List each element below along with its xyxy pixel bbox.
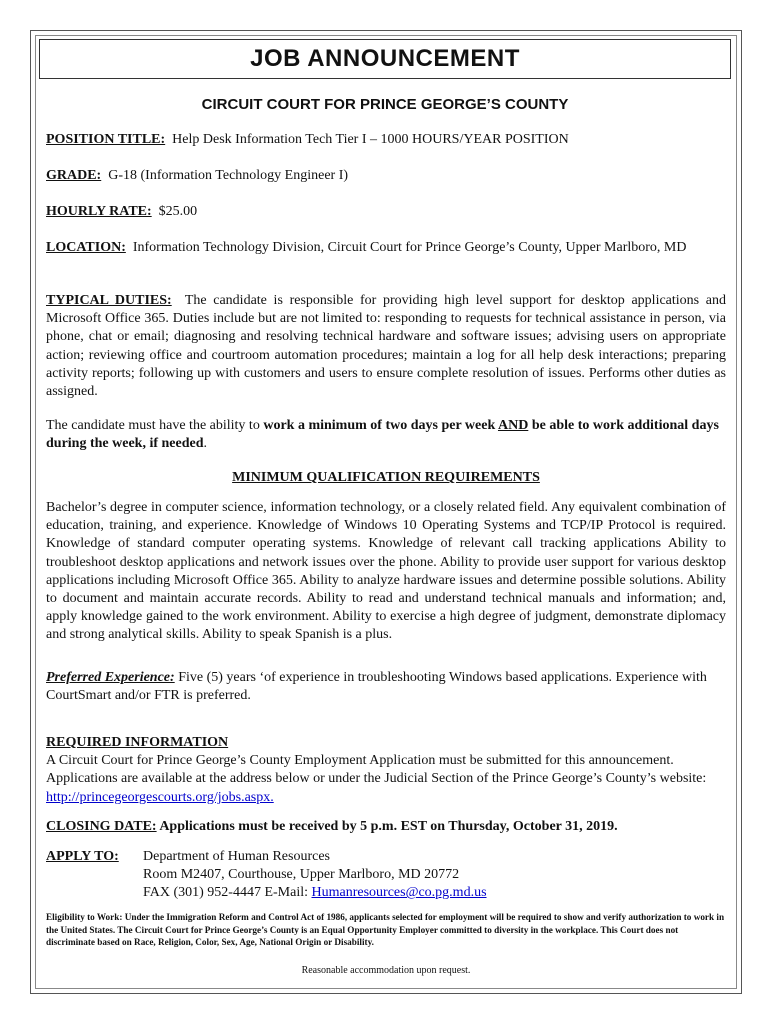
availability-bold-2: be able to work additional days during the week, if needed: [46, 418, 719, 452]
min-qual-text: Bachelor’s degree in computer science, information technology, or a closely related field. Any equivalent combination of education, training, and experience. Knowledge of Windows 10 Operating Systems and TCP/IP Protocol is required. Knowledge of standard computer operating systems. Knowledge of relevant call tracking applications Ability to troubleshoot desktop applications and network issues over the phone. Ability to provide user support for various desktop applications including Microsoft Office 365. Ability to analyze hardware issues and determine possible solutions. Ability to document and maintain accurate records. Ability to read and understand technical manuals and information; and, apply knowledge gained to the work environment. Ability to exercise a high degree of judgment, demonstrate diplomacy and strong analytical skills. Ability to speak Spanish is a plus.: [46, 500, 726, 643]
hourly-rate-label: HOURLY RATE:: [46, 204, 152, 219]
preferred-experience-section: [46, 669, 726, 705]
location-label: LOCATION:: [46, 240, 126, 255]
court-name: CIRCUIT COURT FOR PRINCE GEORGE’S COUNTY: [201, 96, 569, 113]
hourly-rate-value: $25.00: [158, 204, 198, 219]
page-title: JOB ANNOUNCEMENT: [250, 45, 520, 72]
grade-section: [46, 167, 726, 185]
grade-label: GRADE:: [46, 168, 102, 183]
availability-bold-1: work a minimum of two days per week: [263, 418, 498, 433]
location-section: [46, 239, 726, 257]
required-info-text: A Circuit Court for Prince George’s County Employment Application must be submitted for this announcement. Applications are available at the address below or under the Judicial Section of the Prince George’s County’s website:: [46, 753, 707, 787]
typical-duties-text: The candidate is responsible for providing high level support for desktop applications and Microsoft Office 365. Duties include but are not limited to: responding to requests for technical assistance in person, via phone, chat or email; diagnosing and resolving technical hardware and software issues; advising users on appropriate action; reviewing office and courtroom automation procedures; maintain a log for all help desk interactions; preparing activity reports; following up with customers and users to ensure complete resolution of issues. Performs other duties as assigned.: [46, 293, 727, 400]
eligibility-notice: Eligibility to Work: Under the Immigration Reform and Control Act of 1986, applicants selected for employment will be required to show and verify authorization to work in the United States. The Circuit Court for Prince George’s County is an Equal Opportunity Employer committed to diversity in the workplace. This Court does not discriminate based on Race, Religion, Color, Sex, Age, National Origin or Disability.: [46, 912, 725, 948]
availability-and: AND: [497, 418, 529, 433]
grade-value: G-18 (Information Technology Engineer I): [108, 168, 349, 183]
typical-duties-label: TYPICAL DUTIES:: [46, 293, 172, 308]
preferred-experience-label: Preferred Experience:: [46, 670, 175, 685]
hr-email-link[interactable]: Humanresources@co.pg.md.us: [311, 885, 487, 901]
min-qual-heading: MINIMUM QUALIFICATION REQUIREMENTS: [232, 470, 540, 485]
position-title-value: Help Desk Information Tech Tier I – 1000 HOURS/YEAR POSITION: [172, 132, 569, 147]
apply-to-section: [46, 848, 726, 903]
apply-to-label: APPLY TO:: [46, 849, 119, 864]
accommodation-note: Reasonable accommodation upon request.: [301, 965, 471, 976]
apply-address: Room M2407, Courthouse, Upper Marlboro, MD 20772: [143, 867, 460, 883]
availability-paragraph: [46, 417, 726, 453]
required-info-heading: REQUIRED INFORMATION: [46, 735, 229, 750]
availability-suffix: .: [203, 436, 207, 452]
preferred-experience-text: Five (5) years ‘of experience in troubleshooting Windows based applications. Experience with CourtSmart and/or FTR is preferred.: [46, 670, 707, 704]
apply-fax: FAX (301) 952-4447 E-Mail:: [143, 885, 312, 901]
availability-prefix: The candidate must have the ability to: [46, 418, 264, 433]
position-title-label: POSITION TITLE:: [46, 132, 166, 147]
closing-date-section: [46, 818, 726, 836]
closing-date-text: Applications must be received by 5 p.m. EST on Thursday, October 31, 2019.: [156, 819, 618, 834]
typical-duties-section: [46, 292, 726, 401]
required-info-section: [46, 734, 726, 807]
hourly-rate-section: [46, 203, 726, 221]
location-value: Information Technology Division, Circuit Court for Prince George’s County, Upper Marlboro, MD: [132, 240, 687, 255]
jobs-website-link[interactable]: http://princegeorgescourts.org/jobs.aspx.: [46, 789, 274, 805]
position-title-section: [46, 131, 726, 149]
apply-department: Department of Human Resources: [143, 849, 330, 864]
closing-date-label: CLOSING DATE:: [46, 819, 157, 834]
